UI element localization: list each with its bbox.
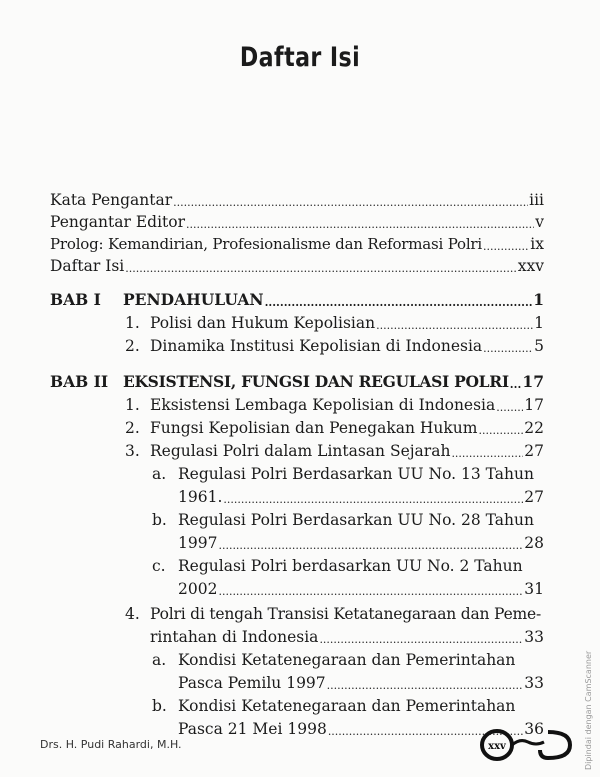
toc-entry-page: 27 xyxy=(524,488,544,506)
footer-author: Drs. H. Pudi Rahardi, M.H. xyxy=(40,738,182,751)
toc-entry[interactable] xyxy=(150,336,544,356)
sub-item-letter: a. xyxy=(152,651,167,669)
scanner-watermark xyxy=(584,620,596,770)
toc-entry-text: Polisi dan Hukum Kepolisian xyxy=(150,314,376,332)
toc-entry[interactable] xyxy=(150,441,544,461)
chapter-title: PENDAHULUAN xyxy=(123,290,264,309)
toc-entry-page: 22 xyxy=(524,419,544,437)
toc-entry[interactable] xyxy=(150,418,544,438)
item-number: 2. xyxy=(125,337,140,355)
leader-dots xyxy=(327,673,524,693)
toc-entry-text: Regulasi Polri Berdasarkan UU No. 28 Tahun xyxy=(178,511,534,529)
sub-item-letter: b. xyxy=(152,511,167,529)
sub-item-letter: a. xyxy=(152,465,167,483)
toc-entry-text: rintahan di Indonesia xyxy=(150,628,319,646)
toc-entry-page: v xyxy=(535,213,544,231)
toc-entry[interactable] xyxy=(150,627,544,647)
chapter-entry[interactable] xyxy=(123,290,544,310)
leader-dots xyxy=(218,533,523,553)
leader-dots xyxy=(483,234,529,254)
toc-entry-page: ix xyxy=(530,235,544,253)
toc-entry-text: Regulasi Polri dalam Lintasan Sejarah xyxy=(150,442,451,460)
scanner-watermark-text: Dipindai dengan CamScanner xyxy=(584,650,593,770)
toc-entry[interactable] xyxy=(178,533,544,553)
chapter-entry[interactable] xyxy=(123,372,544,392)
leader-dots xyxy=(451,441,523,461)
toc-entry[interactable] xyxy=(150,313,544,333)
leader-dots xyxy=(173,190,528,210)
toc-entry-text: Daftar Isi xyxy=(50,257,125,275)
chapter-page: 17 xyxy=(522,372,544,391)
leader-dots xyxy=(125,256,517,276)
chapter-title: EKSISTENSI, FUNGSI DAN REGULASI POLRI xyxy=(123,372,509,391)
toc-entry-page: 5 xyxy=(534,337,544,355)
leader-dots xyxy=(478,418,523,438)
toc-entry-text: Pasca 21 Mei 1998 xyxy=(178,720,327,738)
toc-entry-text: Kondisi Ketatenegaraan dan Pemerintahan xyxy=(178,651,516,669)
page-number-roman: xxv xyxy=(488,741,506,752)
toc-entry[interactable] xyxy=(50,256,544,276)
leader-dots xyxy=(496,395,523,415)
toc-entry-text: Kondisi Ketatenegaraan dan Pemerintahan xyxy=(178,697,516,715)
sub-item-letter: c. xyxy=(152,557,166,575)
toc-entry-text: Dinamika Institusi Kepolisian di Indonesia xyxy=(150,337,483,355)
toc-entry-text: Polri di tengah Transisi Ketatanegaraan dan Peme- xyxy=(150,605,542,623)
toc-entry-text: Pasca Pemilu 1997 xyxy=(178,674,326,692)
toc-entry-page: 1 xyxy=(534,314,544,332)
toc-entry-text: Prolog: Kemandirian, Profesionalisme dan Reformasi Polri xyxy=(50,235,482,253)
leader-dots xyxy=(265,290,533,310)
toc-entry[interactable] xyxy=(178,673,544,693)
toc-entry-page: 17 xyxy=(524,396,544,414)
chapter-label: BAB II xyxy=(50,372,109,391)
chapter-label: BAB I xyxy=(50,290,101,309)
leader-dots xyxy=(223,487,523,507)
leader-dots xyxy=(319,627,523,647)
toc-entry-text: 1961. xyxy=(178,488,223,506)
handcuffs-icon xyxy=(478,728,578,762)
toc-entry-page: 33 xyxy=(524,674,544,692)
item-number: 3. xyxy=(125,442,140,460)
toc-entry-text: Kata Pengantar xyxy=(50,191,173,209)
toc-entry-text: 1997 xyxy=(178,534,218,552)
toc-entry[interactable] xyxy=(178,487,544,507)
toc-entry-page: xxv xyxy=(517,257,544,275)
toc-entry-page: 33 xyxy=(524,628,544,646)
toc-entry[interactable] xyxy=(178,579,544,599)
leader-dots xyxy=(186,212,534,232)
toc-entry-text: Pengantar Editor xyxy=(50,213,186,231)
leader-dots xyxy=(510,372,522,392)
item-number: 4. xyxy=(125,605,140,623)
toc-entry-text: 2002 xyxy=(178,580,218,598)
item-number: 1. xyxy=(125,396,140,414)
leader-dots xyxy=(218,579,523,599)
toc-entry-page: 36 xyxy=(524,720,544,738)
toc-entry[interactable] xyxy=(50,234,544,254)
item-number: 1. xyxy=(125,314,140,332)
toc-entry[interactable] xyxy=(150,395,544,415)
sub-item-letter: b. xyxy=(152,697,167,715)
toc-entry-text: Eksistensi Lembaga Kepolisian di Indonesia xyxy=(150,396,496,414)
item-number: 2. xyxy=(125,419,140,437)
leader-dots xyxy=(483,336,533,356)
toc-entry-page: 31 xyxy=(524,580,544,598)
toc-entry-page: 28 xyxy=(524,534,544,552)
toc-entry-text: Regulasi Polri berdasarkan UU No. 2 Tahun xyxy=(178,557,523,575)
toc-entry-text: Regulasi Polri Berdasarkan UU No. 13 Tahun xyxy=(178,465,534,483)
chapter-page: 1 xyxy=(533,290,544,309)
page-title: Daftar Isi xyxy=(239,42,361,73)
toc-entry[interactable] xyxy=(50,190,544,210)
toc-entry[interactable] xyxy=(50,212,544,232)
toc-entry-page: iii xyxy=(529,191,544,209)
leader-dots xyxy=(376,313,533,333)
toc-entry-page: 27 xyxy=(524,442,544,460)
toc-entry-text: Fungsi Kepolisian dan Penegakan Hukum xyxy=(150,419,478,437)
